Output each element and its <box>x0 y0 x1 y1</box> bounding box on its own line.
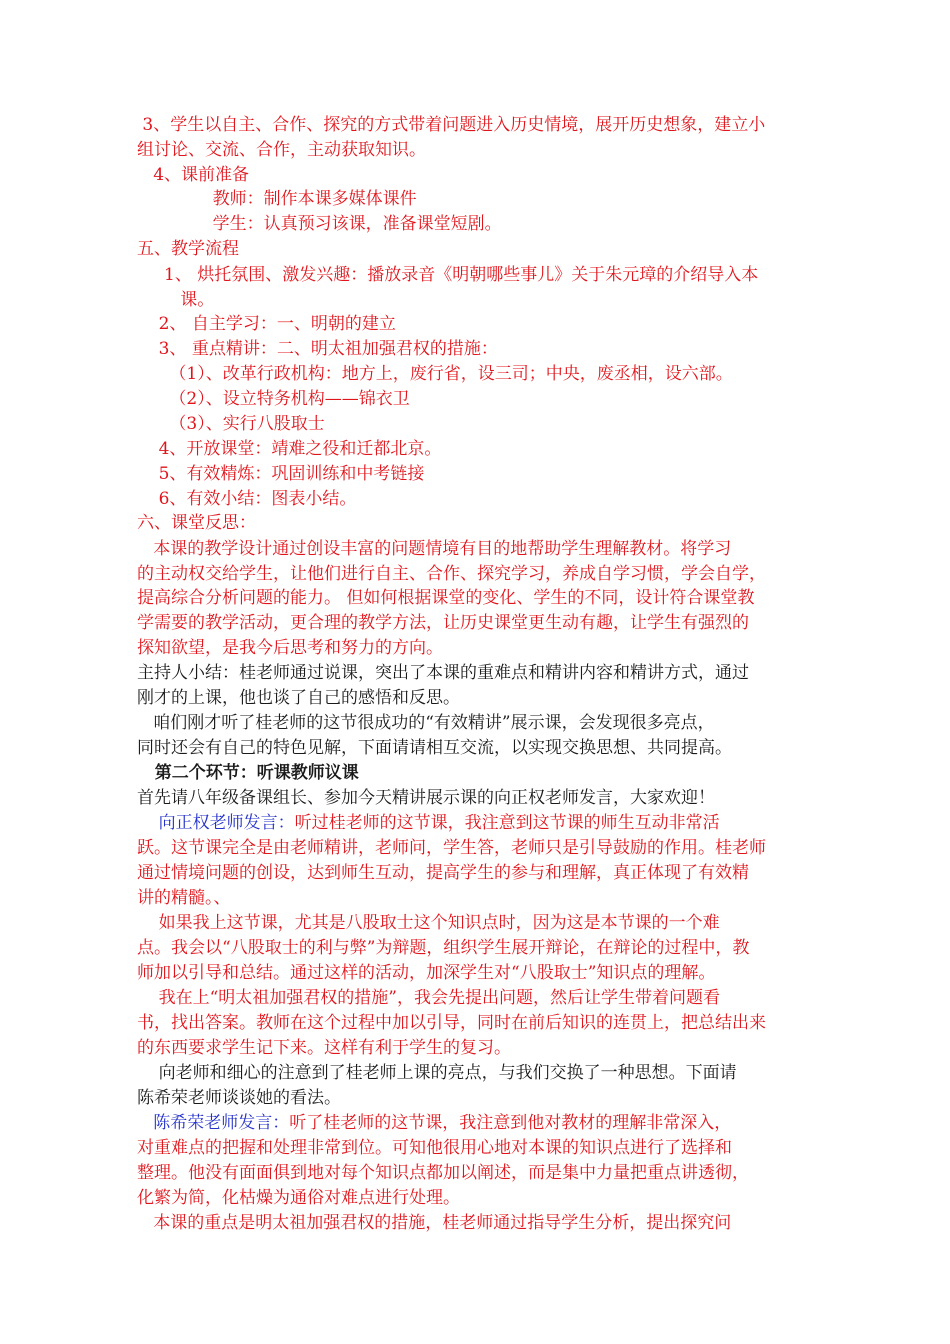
text-line: （2）、设立特务机构——锦衣卫 <box>137 389 410 409</box>
text-line: 师加以引导和总结。通过这样的活动，加深学生对“八股取士”知识点的理解。 <box>137 963 716 983</box>
text-line: 的主动权交给学生，让他们进行自主、合作、探究学习，养成自学习惯，学会自学， <box>137 564 766 584</box>
text-line: 提高综合分析问题的能力。 但如何根据课堂的变化、学生的不同，设计符合课堂教 <box>137 588 755 608</box>
text-line <box>137 811 819 835</box>
text-line: 对重难点的把握和处理非常到位。可知他很用心地对本课的知识点进行了选择和 <box>137 1138 732 1158</box>
text-line: 书，找出答案。教师在这个过程中加以引导，同时在前后知识的连贯上，把总结出来 <box>137 1013 766 1033</box>
text-line: 化繁为简，化枯燥为通俗对难点进行处理。 <box>137 1188 460 1208</box>
text-line: 6、有效小结：图表小结。 <box>137 489 357 509</box>
text-line: 如果我上这节课，尤其是八股取士这个知识点时，因为这是本节课的一个难 <box>137 913 720 933</box>
text-line: 陈希荣老师谈谈她的看法。 <box>137 1088 341 1108</box>
text-line: 首先请八年级备课组长、参加今天精讲展示课的向正权老师发言，大家欢迎！ <box>137 788 715 808</box>
text-line: 通过情境问题的创设，达到师生互动，提高学生的参与和理解，真正体现了有效精 <box>137 863 749 883</box>
text-line: 跃。这节课完全是由老师精讲，老师问，学生答，老师只是引导鼓励的作用。桂老师 <box>137 838 766 858</box>
text-line: 1、 烘托氛围、激发兴趣：播放录音《明朝哪些事儿》关于朱元璋的介绍导入本 <box>137 265 759 285</box>
text-line: 4、课前准备 <box>137 165 250 185</box>
text-line: 的东西要求学生记下来。这样有利于学生的复习。 <box>137 1038 511 1058</box>
text-line: 组讨论、交流、合作，主动获取知识。 <box>137 140 426 160</box>
speaker-label: 陈希荣老师发言： <box>137 1113 290 1133</box>
text-line: 学生：认真预习该课，准备课堂短剧。 <box>137 214 502 234</box>
text-line: 讲的精髓。、 <box>137 888 231 908</box>
text-line: 向老师和细心的注意到了桂老师上课的亮点，与我们交换了一种思想。下面请 <box>137 1063 737 1083</box>
text-line: 5、有效精炼：巩固训练和中考链接 <box>137 464 425 484</box>
text-line: 第二个环节：听课教师议课 <box>137 763 359 783</box>
text-line: 点。我会以“八股取士的利与弊”为辩题，组织学生展开辩论，在辩论的过程中，教 <box>137 938 750 958</box>
text-line: 五、教学流程 <box>137 239 239 259</box>
text-line: 本课的重点是明太祖加强君权的措施，桂老师通过指导学生分析，提出探究问 <box>137 1213 732 1233</box>
text-line <box>137 1111 819 1135</box>
text-line: 教师：制作本课多媒体课件 <box>137 189 417 209</box>
text-line: 4、开放课堂：靖难之役和迁都北京。 <box>137 439 442 459</box>
text-line: （1）、改革行政机构：地方上，废行省，设三司；中央，废丞相，设六部。 <box>137 364 733 384</box>
text-line: 2、 自主学习：一、明朝的建立 <box>137 314 396 334</box>
text-line: 同时还会有自己的特色见解，下面请请相互交流，以实现交换思想、共同提高。 <box>137 738 732 758</box>
text-line: 本课的教学设计通过创设丰富的问题情境有目的地帮助学生理解教材。将学习 <box>137 539 732 559</box>
text-line: 主持人小结：桂老师通过说课，突出了本课的重难点和精讲内容和精讲方式，通过 <box>137 663 749 683</box>
text-line: 学需要的教学活动，更合理的教学方法，让历史课堂更生动有趣，让学生有强烈的 <box>137 613 749 633</box>
text-line: 探知欲望，是我今后思考和努力的方向。 <box>137 638 443 658</box>
speaker-text: 听了桂老师的这节课，我注意到他对教材的理解非常深入， <box>289 1113 732 1133</box>
text-line: 课。 <box>137 290 215 310</box>
text-line: 3、学生以自主、合作、探究的方式带着问题进入历史情境，展开历史想象，建立小 <box>137 115 766 135</box>
text-line: 整理。他没有面面俱到地对每个知识点都加以阐述，而是集中力量把重点讲透彻， <box>137 1163 749 1183</box>
text-line: 六、课堂反思： <box>137 513 256 533</box>
text-line: 刚才的上课，他也谈了自己的感悟和反思。 <box>137 688 460 708</box>
speaker-text: 听过桂老师的这节课，我注意到这节课的师生互动非常活 <box>294 813 720 833</box>
text-line: 3、 重点精讲：二、明太祖加强君权的措施： <box>137 339 498 359</box>
text-line: （3）、实行八股取士 <box>137 414 325 434</box>
text-line: 咱们刚才听了桂老师的这节很成功的“有效精讲”展示课，会发现很多亮点， <box>137 713 715 733</box>
speaker-label: 向正权老师发言： <box>137 813 295 833</box>
text-line: 我在上“明太祖加强君权的措施”，我会先提出问题，然后让学生带着问题看 <box>137 988 720 1008</box>
